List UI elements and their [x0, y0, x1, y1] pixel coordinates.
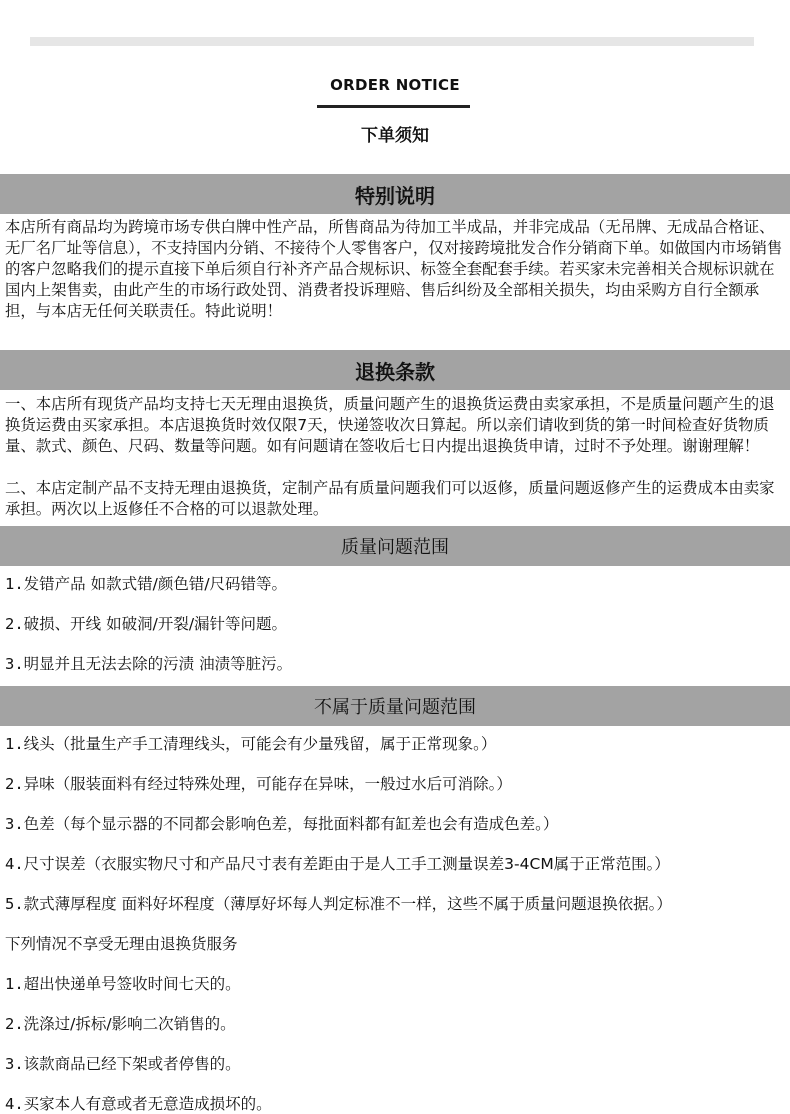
list-item-number: 3. [5, 815, 24, 833]
return-terms-text-2: 二、本店定制产品不支持无理由退换货，定制产品有质量问题我们可以返修，质量问题返修产生的运费成本由卖家承担。两次以上返修任不合格的可以退款处理。 [5, 479, 775, 518]
non-quality-scope-header [0, 686, 790, 726]
list-item [5, 1054, 790, 1074]
return-terms-text-1: 一、本店所有现货产品均支持七天无理由退换货，质量问题产生的退换货运费由卖家承担，不是质量问题产生的退换货运费由买家承担。本店退换货时效仅限7天，快递签收次日算起。所以亲们请收到货的第一时间检查好货物质量、款式、颜色、尺码、数量等问题。如有问题请在签收后七日内提出退换货申请，过时不予处理。谢谢理解！ [5, 395, 775, 455]
list-item [5, 894, 790, 914]
return-terms-header [0, 350, 790, 390]
special-notice-text: 本店所有商品均为跨境市场专供白牌中性产品，所售商品为待加工半成品，并非完成品（无吊牌、无成品合格证、无厂名厂址等信息），不支持国内分销、不接待个人零售客户，仅对接跨境批发合作分销商下单。如做国内市场销售的客户忽略我们的提示直接下单后须自行补齐产品合规标识、标签全套配套手续。若买家未完善相关合规标识就在国内上架售卖，由此产生的市场行政处罚、消费者投诉理赔、售后纠纷及全部相关损失，均由采购方自行全额承担，与本店无任何关联责任。特此说明！ [5, 218, 783, 320]
list-item [5, 814, 790, 834]
list-item-number: 2. [5, 1015, 24, 1033]
list-item-text: 破损、开线 如破洞/开裂/漏针等问题。 [23, 615, 288, 633]
list-item-number: 2. [5, 775, 24, 793]
list-item [5, 974, 790, 994]
list-item-text: 洗涤过/拆标/影响二次销售的。 [23, 1015, 236, 1033]
list-item-text: 发错产品 如款式错/颜色错/尺码错等。 [23, 575, 288, 593]
order-notice-title: ORDER NOTICE [330, 76, 460, 94]
list-item [5, 1094, 790, 1114]
list-item-text: 该款商品已经下架或者停售的。 [23, 1055, 241, 1073]
list-item-text: 异味（服装面料有经过特殊处理，可能存在异味，一般过水后可消除。） [23, 775, 512, 793]
top-divider [30, 37, 754, 46]
list-item-number: 3. [5, 655, 24, 673]
list-item-text: 色差（每个显示器的不同都会影响色差，每批面料都有缸差也会有造成色差。） [23, 815, 559, 833]
list-item-text: 线头（批量生产手工清理线头，可能会有少量残留，属于正常现象。） [23, 735, 497, 753]
list-item-text: 超出快递单号签收时间七天的。 [23, 975, 241, 993]
list-item-number: 1. [5, 975, 24, 993]
list-item-number: 2. [5, 615, 24, 633]
list-item [5, 734, 790, 754]
special-notice-header [0, 174, 790, 214]
no-return-intro [5, 934, 790, 954]
title-underline [317, 105, 470, 108]
list-item-number: 1. [5, 735, 24, 753]
list-item [5, 614, 790, 634]
list-item-number: 5. [5, 895, 24, 913]
list-item-number: 4. [5, 1095, 24, 1113]
list-item [5, 1014, 790, 1034]
no-return-intro-text: 下列情况不享受无理由退换货服务 [5, 935, 238, 953]
list-item-number: 3. [5, 1055, 24, 1073]
list-item-number: 1. [5, 575, 24, 593]
list-item-number: 4. [5, 855, 24, 873]
quality-scope-heading: 质量问题范围 [341, 537, 449, 558]
list-item-text: 尺寸误差（衣服实物尺寸和产品尺寸表有差距由于是人工手工测量误差3-4CM属于正常范围。） [23, 855, 670, 873]
list-item [5, 854, 790, 874]
non-quality-scope-heading: 不属于质量问题范围 [314, 697, 476, 718]
list-item-text: 明显并且无法去除的污渍 油渍等脏污。 [23, 655, 293, 673]
return-terms-heading: 退换条款 [355, 359, 435, 384]
quality-scope-header [0, 526, 790, 566]
list-item-text: 款式薄厚程度 面料好坏程度（薄厚好坏每人判定标准不一样，这些不属于质量问题退换依据。） [23, 895, 672, 913]
special-notice-heading: 特别说明 [355, 183, 435, 208]
order-notice-subtitle: 下单须知 [361, 126, 429, 146]
list-item-text: 买家本人有意或者无意造成损坏的。 [23, 1095, 272, 1113]
list-item [5, 574, 790, 594]
list-item [5, 654, 790, 674]
list-item [5, 774, 790, 794]
